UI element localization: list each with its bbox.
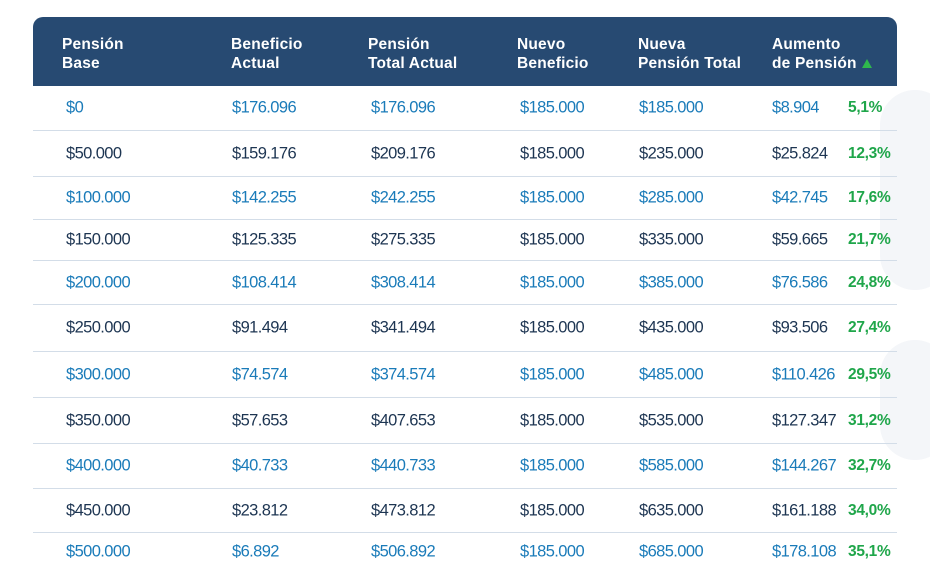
cell-pension-total-actual: $308.414: [371, 273, 436, 291]
table-row: [33, 305, 897, 352]
cell-porcentaje: 34,0%: [848, 501, 891, 519]
cell-beneficio-actual: $108.414: [232, 273, 297, 291]
cell-nueva-pension-total: $335.000: [639, 230, 704, 249]
cell-pension-base: $250.000: [66, 318, 131, 337]
cell-pension-total-actual: $341.494: [371, 318, 436, 337]
table-row: [33, 398, 897, 444]
header-pension-base: Pensión Base: [62, 36, 124, 72]
cell-nuevo-beneficio: $185.000: [520, 318, 585, 337]
cell-porcentaje: 24,8%: [848, 273, 891, 291]
table-row: [33, 177, 897, 220]
cell-aumento: $59.665: [772, 230, 828, 249]
cell-aumento: $42.745: [772, 188, 828, 207]
cell-pension-base: $150.000: [66, 230, 131, 249]
table-row: [33, 444, 897, 489]
cell-pension-total-actual: $407.653: [371, 411, 436, 429]
cell-pension-total-actual: $209.176: [371, 144, 436, 162]
table-row: [33, 220, 897, 261]
cell-beneficio-actual: $40.733: [232, 456, 288, 475]
cell-aumento: $93.506: [772, 318, 828, 337]
cell-pension-base: $500.000: [66, 542, 131, 561]
table-row: [33, 489, 897, 533]
cell-aumento: $8.904: [772, 98, 819, 117]
table-row: [33, 131, 897, 177]
cell-nuevo-beneficio: $185.000: [520, 273, 585, 291]
cell-aumento: $178.108: [772, 542, 837, 561]
cell-pension-base: $450.000: [66, 501, 131, 519]
cell-nueva-pension-total: $185.000: [639, 98, 704, 117]
cell-nuevo-beneficio: $185.000: [520, 542, 585, 561]
header-beneficio-actual: Beneficio Actual: [231, 36, 303, 72]
table-row: [33, 352, 897, 398]
cell-porcentaje: 27,4%: [848, 319, 891, 336]
cell-nuevo-beneficio: $185.000: [520, 456, 585, 475]
header-nuevo-beneficio: Nuevo Beneficio: [517, 36, 589, 72]
cell-beneficio-actual: $176.096: [232, 98, 297, 117]
cell-pension-base: $200.000: [66, 273, 131, 291]
table-row: [33, 86, 897, 131]
cell-nueva-pension-total: $585.000: [639, 456, 704, 475]
cell-aumento: $144.267: [772, 456, 837, 475]
table-row: [33, 261, 897, 305]
cell-beneficio-actual: $125.335: [232, 230, 297, 249]
cell-porcentaje: 21,7%: [848, 231, 891, 248]
cell-aumento: $110.426: [772, 365, 835, 383]
cell-aumento: $127.347: [772, 411, 837, 429]
cell-porcentaje: 12,3%: [848, 144, 891, 162]
cell-pension-total-actual: $242.255: [371, 188, 436, 207]
cell-nueva-pension-total: $385.000: [639, 273, 704, 291]
cell-beneficio-actual: $23.812: [232, 501, 288, 519]
cell-beneficio-actual: $91.494: [232, 318, 288, 337]
cell-pension-total-actual: $506.892: [371, 542, 436, 561]
cell-nueva-pension-total: $635.000: [639, 501, 704, 519]
cell-pension-base: $400.000: [66, 456, 131, 475]
cell-nueva-pension-total: $685.000: [639, 542, 704, 561]
cell-porcentaje: 32,7%: [848, 457, 891, 474]
cell-beneficio-actual: $6.892: [232, 542, 279, 561]
cell-beneficio-actual: $57.653: [232, 411, 288, 429]
cell-pension-base: $300.000: [66, 365, 131, 383]
cell-aumento: $76.586: [772, 273, 828, 291]
header-nueva-pension-total: Nueva Pensión Total: [638, 36, 742, 72]
cell-pension-total-actual: $176.096: [371, 98, 436, 117]
cell-beneficio-actual: $159.176: [232, 144, 297, 162]
cell-porcentaje: 35,1%: [848, 543, 891, 560]
header-aumento-pension: Aumento de Pensión: [772, 35, 872, 73]
triangle-up-icon: [862, 59, 872, 68]
cell-pension-base: $100.000: [66, 188, 131, 207]
cell-nuevo-beneficio: $185.000: [520, 188, 585, 207]
cell-nueva-pension-total: $235.000: [639, 144, 704, 162]
cell-nueva-pension-total: $535.000: [639, 411, 704, 429]
pension-table: [33, 17, 897, 571]
cell-beneficio-actual: $142.255: [232, 188, 297, 207]
table-body: [33, 86, 897, 571]
cell-nueva-pension-total: $485.000: [639, 365, 704, 383]
cell-nueva-pension-total: $285.000: [639, 188, 704, 207]
cell-nuevo-beneficio: $185.000: [520, 365, 585, 383]
table-row: [33, 533, 897, 571]
cell-nuevo-beneficio: $185.000: [520, 411, 585, 429]
cell-aumento: $25.824: [772, 144, 828, 162]
cell-beneficio-actual: $74.574: [232, 365, 288, 383]
cell-pension-total-actual: $473.812: [371, 501, 436, 519]
cell-porcentaje: 17,6%: [848, 189, 891, 206]
cell-nuevo-beneficio: $185.000: [520, 230, 585, 249]
cell-aumento: $161.188: [772, 501, 837, 519]
cell-pension-total-actual: $275.335: [371, 230, 436, 249]
cell-pension-total-actual: $440.733: [371, 456, 436, 475]
table-header: [33, 17, 897, 86]
cell-nuevo-beneficio: $185.000: [520, 144, 585, 162]
header-pension-total-actual: Pensión Total Actual: [368, 36, 458, 72]
cell-nuevo-beneficio: $185.000: [520, 98, 585, 117]
cell-pension-base: $0: [66, 98, 84, 117]
cell-pension-total-actual: $374.574: [371, 365, 436, 383]
cell-pension-base: $50.000: [66, 144, 122, 162]
cell-pension-base: $350.000: [66, 411, 131, 429]
cell-nueva-pension-total: $435.000: [639, 318, 704, 337]
cell-porcentaje: 29,5%: [848, 365, 891, 383]
cell-porcentaje: 5,1%: [848, 99, 883, 116]
cell-nuevo-beneficio: $185.000: [520, 501, 585, 519]
cell-porcentaje: 31,2%: [848, 411, 891, 429]
